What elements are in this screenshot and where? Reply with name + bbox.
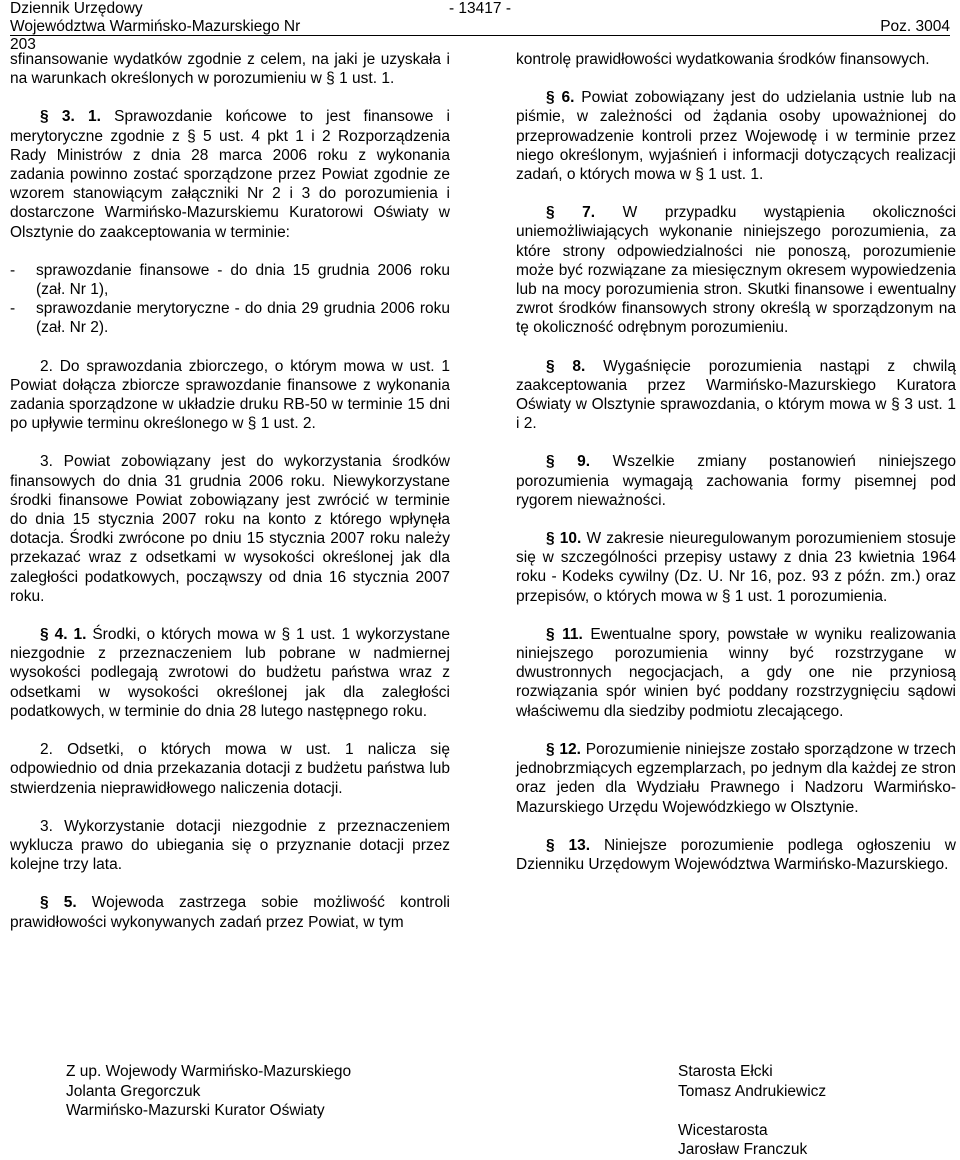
section-number: § 8. (546, 357, 586, 375)
section-number: § 5. (40, 894, 77, 912)
section-number: § 6. (546, 89, 575, 107)
section-13: § 13. Niniejsze porozumienie podlega ogłoszeniu w Dzienniku Urzędowym Województwa Warmińsko-Mazurskiego. (516, 836, 956, 873)
section-8: § 8. Wygaśnięcie porozumienia nastąpi z chwilą zaakceptowania przez Warmińsko-Mazurskiego Kuratora Oświaty w Olsztynie sprawozdania, o którym mowa w § 3 ust. 1 i 2. (516, 357, 956, 433)
paragraph: 3. Powiat zobowiązany jest do wykorzystania środków finansowych do dnia 31 grudnia 2006 roku. Niewykorzystane środki finansowe Powiat zobowiązany jest zwrócić w terminie do dnia 15 stycznia 2007 roku na konto z którego wpłynęła dotacja. Środki zwrócone po dniu 15 stycznia 2007 roku należy przekazać wraz z odsetkami w wysokości określonej jak dla zaległości podatkowych, począwszy od dnia 16 stycznia 2007 roku. (10, 453, 450, 605)
signature-line: Jarosław Franczuk (678, 1141, 808, 1158)
signature-line: Starosta Ełcki (678, 1063, 773, 1080)
section-12: § 12. Porozumienie niniejsze zostało sporządzone w trzech jednobrzmiących egzemplarzach, po jednym dla każdej ze stron oraz jeden dla Wydziału Prawnego i Nadzoru Warmińsko-Mazurskiego Urzędu Wojewódzkiego w Olsztynie. (516, 740, 956, 816)
section-9: § 9. Wszelkie zmiany postanowień niniejszego porozumienia wymagają zachowania formy pisemnej pod rygorem nieważności. (516, 453, 957, 509)
signature-line: Warmińsko-Mazurski Kurator Oświaty (66, 1102, 325, 1119)
position-number: Poz. 3004 (880, 18, 950, 35)
paragraph: kontrolę prawidłowości wydatkowania środków finansowych. (516, 51, 930, 68)
page-header (10, 0, 950, 53)
page-number: - 13417 - (448, 0, 512, 17)
list-item: - sprawozdanie merytoryczne - do dnia 29 grudnia 2006 roku (zał. Nr 2). (10, 300, 450, 337)
section-number: § 3. 1. (40, 108, 101, 126)
section-3: § 3. 1. Sprawozdanie końcowe to jest finansowe i merytoryczne zgodnie z § 5 ust. 4 pkt 1 i 2 Rozporządzenia Rady Ministrów z dnia 28 marca 2006 roku z wykonania zadania powinno zostać sporządzone przez Powiat zgodnie ze wzorem stanowiącym załączniki Nr 2 i 3 do porozumienia i dostarczone Warmińsko-Mazurskiemu Kuratorowi Oświaty w Olsztynie do zaakceptowania w terminie: (10, 108, 450, 241)
paragraph: 2. Do sprawozdania zbiorczego, o którym mowa w ust. 1 Powiat dołącza zbiorcze sprawozdanie finansowe z wykonania zadania sporządzone w układzie druku RB-50 w terminie 15 dni po upływie terminu określonego w § 1 ust. 2. (10, 357, 450, 433)
signature-line: Wicestarosta (678, 1121, 768, 1139)
section-4: § 4. 1. Środki, o których mowa w § 1 ust. 1 wykorzystane niezgodnie z przeznaczeniem lub pobrane w nadmiernej wysokości podlegają zwrotowi do budżetu państwa wraz z odsetkami w wysokości określonej jak dla zaległości podatkowych, w terminie do dnia 28 lutego następnego roku. (10, 626, 450, 720)
right-column (516, 50, 956, 893)
signature-line: Z up. Wojewody Warmińsko-Mazurskiego (66, 1063, 352, 1080)
section-6: § 6. Powiat zobowiązany jest do udzielania ustnie lub na piśmie, w zależności od żądania osoby upoważnionej do przeprowadzenie kontroli przez Wojewodę i w terminie przez niego określonym, wyjaśnień i informacji dotyczących realizacji zadań, o których mowa w § 1 ust. 1. (516, 89, 956, 184)
header-rule (10, 35, 950, 36)
paragraph: 2. Odsetki, o których mowa w ust. 1 nalicza się odpowiednio od dnia przekazania dotacji z budżetu państwa lub stwierdzenia nieprawidłowego naliczenia dotacji. (10, 741, 450, 797)
deadline-list (10, 261, 450, 338)
signature-line: Jolanta Gregorczuk (66, 1082, 201, 1100)
section-10: § 10. W zakresie nieuregulowanym porozumieniem stosuje się w szczególności przepisy ustawy z dnia 23 kwietnia 1964 roku - Kodeks cywilny (Dz. U. Nr 16, poz. 93 z późn. zm.) oraz przepisów, o których mowa w § 1 ust. 1 porozumienia. (516, 530, 956, 605)
list-item: - sprawozdanie finansowe - do dnia 15 grudnia 2006 roku (zał. Nr 1), (10, 261, 450, 299)
paragraph: sfinansowanie wydatków zgodnie z celem, na jaki je uzyskała i na warunkach określonych w porozumieniu w § 1 ust. 1. (10, 51, 450, 88)
section-5: § 5. Wojewoda zastrzega sobie możliwość kontroli prawidłowości wykonywanych zadań przez Powiat, w tym (10, 894, 450, 931)
journal-subtitle: Województwa Warmińsko-Mazurskiego Nr 203 (10, 18, 301, 53)
section-number: § 12. (546, 740, 581, 758)
signature-block-voivode (66, 1062, 351, 1121)
section-11: § 11. Ewentualne spory, powstałe w wyniku realizowania niniejszego porozumienia winny być rozstrzygane w dwustronnych negocjacjach, a gdy one nie przyniosą rozwiązania spór winien być poddany rozstrzygnięciu sądowi właściwemu dla siedziby podmiotu zlecającego. (516, 625, 956, 720)
section-number: § 4. 1. (40, 626, 87, 644)
section-number: § 13. (546, 836, 591, 854)
section-number: § 7. (546, 204, 596, 222)
section-number: § 10. (546, 530, 582, 548)
paragraph: 3. Wykorzystanie dotacji niezgodnie z przeznaczeniem wyklucza prawo do ubiegania się o przyznanie dotacji przez kolejne trzy lata. (10, 817, 450, 874)
section-number: § 9. (546, 453, 591, 471)
section-7: § 7. W przypadku wystąpienia okoliczności uniemożliwiających wykonanie niniejszego porozumienia, za które strony odpowiedzialności nie ponoszą, porozumienie może być rozwiązane za miesięcznym okresem wypowiedzenia lub na mocy porozumienia stron. Skutki finansowe i ewentualny zwrot środków finansowych strony określą w sporządzonym na tę okoliczność odrębnym porozumieniu. (516, 204, 957, 337)
signature-block-county (678, 1062, 826, 1160)
signature-line: Tomasz Andrukiewicz (678, 1082, 827, 1100)
journal-title: Dziennik Urzędowy (10, 0, 143, 17)
left-column (10, 50, 450, 951)
section-number: § 11. (546, 625, 583, 643)
